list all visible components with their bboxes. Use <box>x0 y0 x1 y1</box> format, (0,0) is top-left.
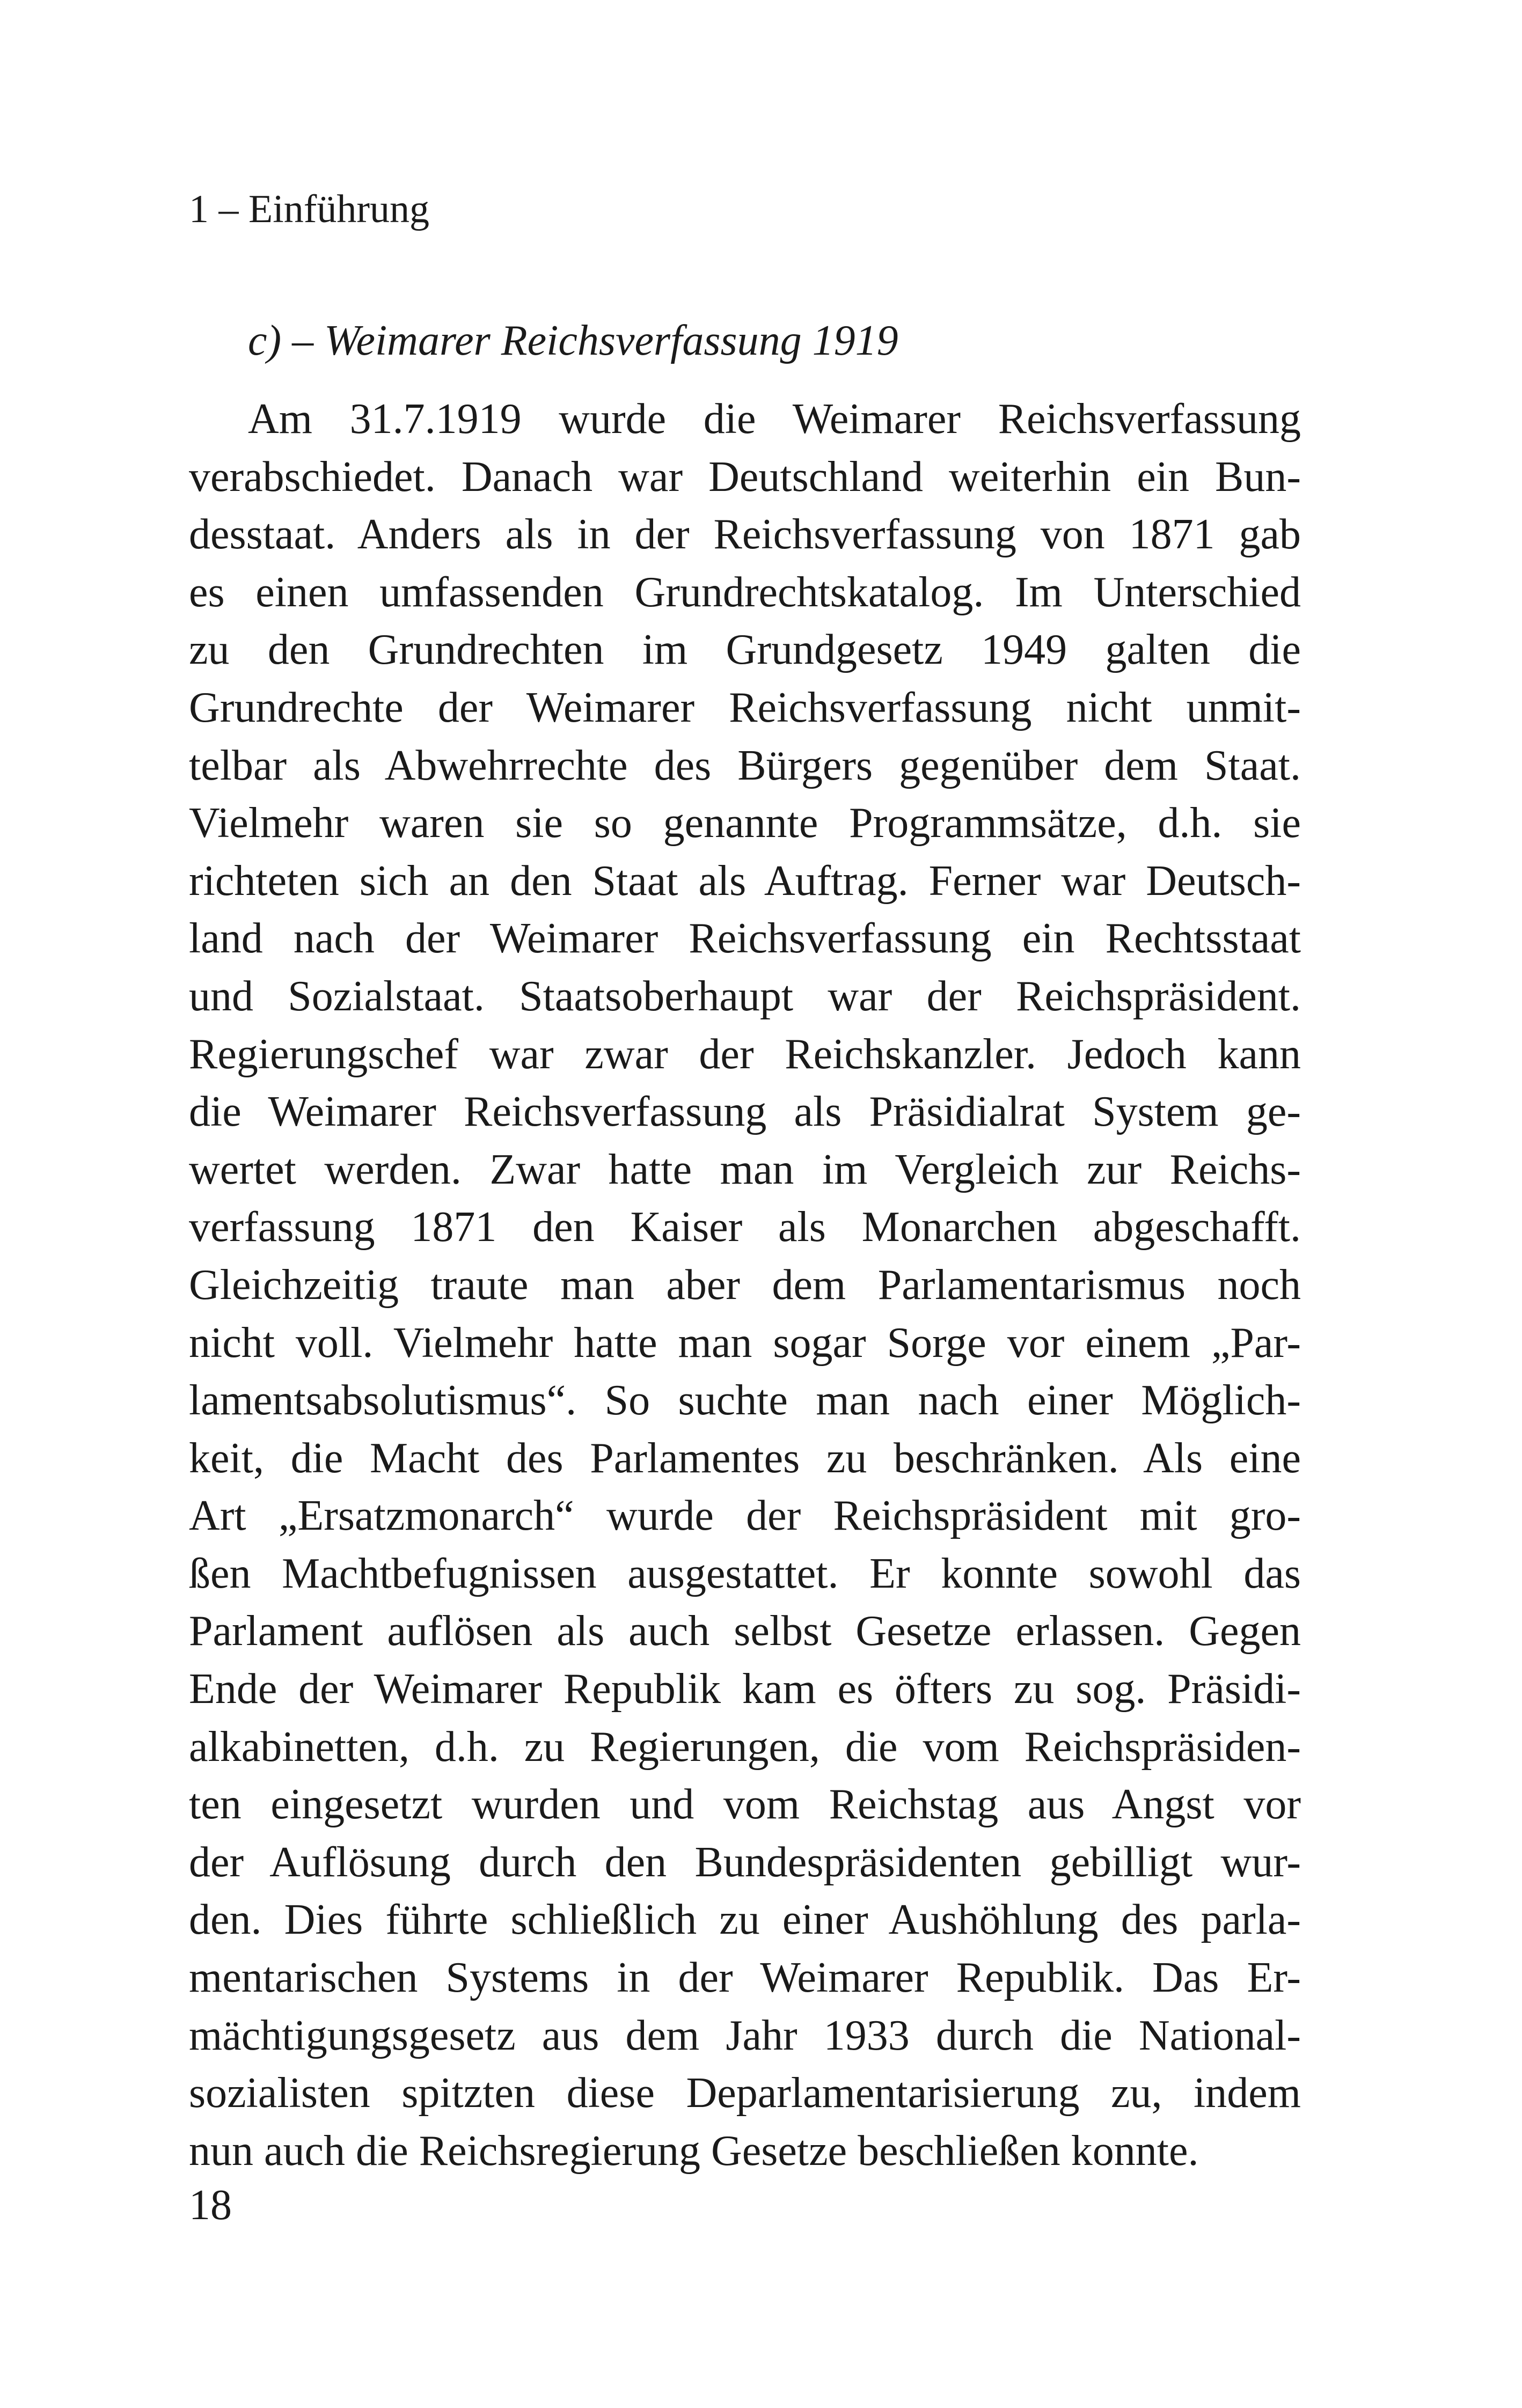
paragraph-line: Vielmehr waren sie so genannte Programmsätze, d.h. sie <box>189 799 1301 847</box>
paragraph-line: verfassung 1871 den Kaiser als Monarchen abgeschafft. <box>189 1203 1301 1251</box>
paragraph-line: nun auch die Reichsregierung Gesetze beschließen konnte. <box>189 2127 1199 2175</box>
paragraph-line: Ende der Weimarer Republik kam es öfters zu sog. Präsidi- <box>189 1665 1301 1713</box>
paragraph-line: telbar als Abwehrrechte des Bürgers gegenüber dem Staat. <box>189 742 1301 789</box>
paragraph-line: ten eingesetzt wurden und vom Reichstag aus Angst vor <box>189 1781 1301 1829</box>
paragraph-line: der Auflösung durch den Bundespräsidenten gebilligt wur- <box>189 1838 1301 1886</box>
paragraph-line: zu den Grundrechten im Grundgesetz 1949 galten die <box>189 626 1301 674</box>
paragraph-line: Gleichzeitig traute man aber dem Parlamentarismus noch <box>189 1261 1301 1309</box>
paragraph-line: den. Dies führte schließlich zu einer Aushöhlung des parla- <box>189 1896 1301 1944</box>
paragraph-line: Art „Ersatzmonarch“ wurde der Reichspräsident mit gro- <box>189 1492 1301 1540</box>
paragraph-line: nicht voll. Vielmehr hatte man sogar Sorge vor einem „Par- <box>189 1319 1301 1367</box>
body-paragraph <box>189 391 1301 2180</box>
section-heading: c) – Weimarer Reichsverfassung 1919 <box>248 317 898 364</box>
paragraph-line: ßen Machtbefugnissen ausgestattet. Er konnte sowohl das <box>189 1550 1301 1597</box>
running-header: 1 – Einführung <box>189 187 430 231</box>
paragraph-line: Am 31.7.1919 wurde die Weimarer Reichsverfassung <box>248 395 1301 443</box>
paragraph-line: Parlament auflösen als auch selbst Gesetze erlassen. Gegen <box>189 1607 1301 1655</box>
paragraph-line: sozialisten spitzten diese Deparlamentarisierung zu, indem <box>189 2069 1301 2117</box>
paragraph-line: land nach der Weimarer Reichsverfassung ein Rechtsstaat <box>189 915 1301 963</box>
paragraph-line: Regierungschef war zwar der Reichskanzler. Jedoch kann <box>189 1030 1301 1078</box>
paragraph-line: keit, die Macht des Parlamentes zu beschränken. Als eine <box>189 1434 1301 1482</box>
page-number: 18 <box>189 2182 232 2229</box>
paragraph-line: alkabinetten, d.h. zu Regierungen, die vom Reichspräsiden- <box>189 1723 1301 1771</box>
paragraph-line: richteten sich an den Staat als Auftrag. Ferner war Deutsch- <box>189 857 1301 905</box>
paragraph-line: die Weimarer Reichsverfassung als Präsidialrat System ge- <box>189 1088 1301 1136</box>
paragraph-line: mentarischen Systems in der Weimarer Republik. Das Er- <box>189 1954 1301 2002</box>
paragraph-line: Grundrechte der Weimarer Reichsverfassung nicht unmit- <box>189 684 1301 731</box>
paragraph-line: desstaat. Anders als in der Reichsverfassung von 1871 gab <box>189 511 1301 559</box>
paragraph-line: lamentsabsolutismus“. So suchte man nach einer Möglich- <box>189 1377 1301 1425</box>
paragraph-line: es einen umfassenden Grundrechtskatalog. Im Unterschied <box>189 568 1301 616</box>
paragraph-line: und Sozialstaat. Staatsoberhaupt war der Reichspräsident. <box>189 972 1301 1020</box>
paragraph-line: mächtigungsgesetz aus dem Jahr 1933 durch die National- <box>189 2011 1301 2059</box>
paragraph-line: wertet werden. Zwar hatte man im Vergleich zur Reichs- <box>189 1146 1301 1193</box>
paragraph-line: verabschiedet. Danach war Deutschland weiterhin ein Bun- <box>189 453 1301 501</box>
